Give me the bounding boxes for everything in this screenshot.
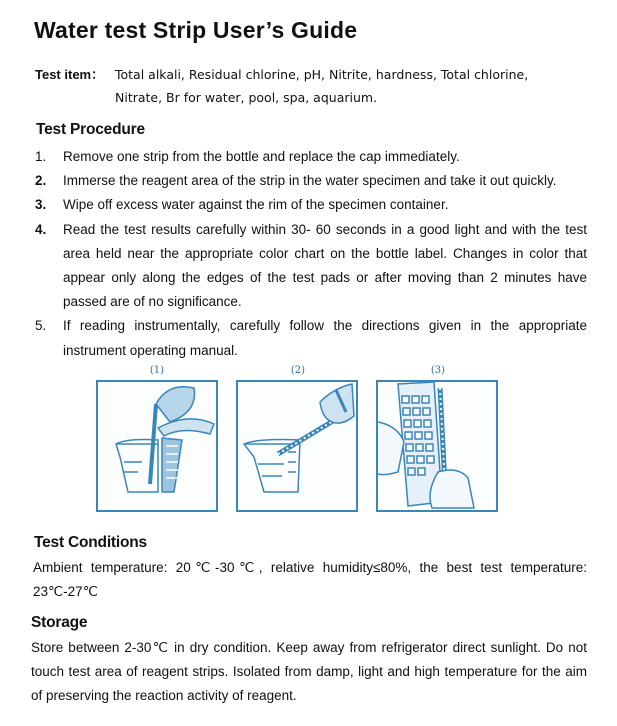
page-title: Water test Strip User’s Guide: [34, 17, 358, 43]
procedure-illustrations: [96, 365, 526, 515]
figure-frame: [96, 380, 218, 512]
figure-3: [376, 365, 500, 515]
procedure-step: [35, 314, 587, 362]
figure-frame: [236, 380, 358, 512]
step-text: Wipe off excess water against the rim of the specimen container.: [63, 197, 449, 213]
figure-caption: (3): [430, 365, 446, 376]
figure-caption: (1): [149, 365, 165, 376]
test-item-value-line1: Total alkali, Residual chlorine, pH, Nitrite, hardness, Total chlorine,: [115, 67, 529, 82]
beaker-dip-illustration-icon: [98, 382, 216, 510]
procedure-steps: [35, 145, 587, 363]
storage-heading: Storage: [31, 614, 88, 631]
procedure-step: [35, 193, 587, 217]
step-number: 4.: [35, 221, 47, 237]
step-number: 3.: [35, 197, 47, 213]
step-number: 2.: [35, 173, 47, 189]
step-number: 1.: [35, 149, 47, 164]
figure-2: [236, 365, 360, 515]
procedure-step: [35, 169, 587, 193]
step-text: Read the test results carefully within 30- 60 seconds in a good light and with the test area held near the appropriate color chart on the bottle label. Changes in color that appear only along the edges of the test pads or after moving than 2 minutes have passed are of no significance.: [63, 221, 587, 310]
color-chart-compare-illustration-icon: [378, 382, 496, 510]
step-text: Immerse the reagent area of the strip in the water specimen and take it out quickly.: [63, 173, 557, 189]
step-number: 5.: [35, 318, 47, 334]
figure-caption: (2): [290, 365, 306, 376]
procedure-step: [35, 145, 587, 169]
figure-frame: [376, 380, 498, 512]
test-item-block: [35, 63, 528, 109]
storage-text: Store between 2-30℃ in dry condition. Keep away from refrigerator direct sunlight. Do not touch test area of reagent strips. Isolated from damp, light and high temperature for the aim of preserving the reaction activity of reagent.: [31, 640, 587, 703]
procedure-step: [35, 218, 587, 315]
conditions-text: Ambient temperature: 20℃-30℃, relative humidity≤80%, the best test temperature: 23℃-27℃: [33, 560, 587, 599]
test-item-value-line2: Nitrate, Br for water, pool, spa, aquarium.: [115, 90, 378, 105]
conditions-heading: Test Conditions: [34, 534, 147, 551]
figure-1: [96, 365, 218, 515]
procedure-heading: Test Procedure: [36, 121, 145, 138]
beaker-remove-illustration-icon: [238, 382, 356, 510]
step-text: Remove one strip from the bottle and replace the cap immediately.: [63, 149, 460, 164]
step-text: If reading instrumentally, carefully follow the directions given in the appropriate instrument operating manual.: [63, 318, 587, 358]
test-item-label: Test item：: [35, 67, 105, 82]
